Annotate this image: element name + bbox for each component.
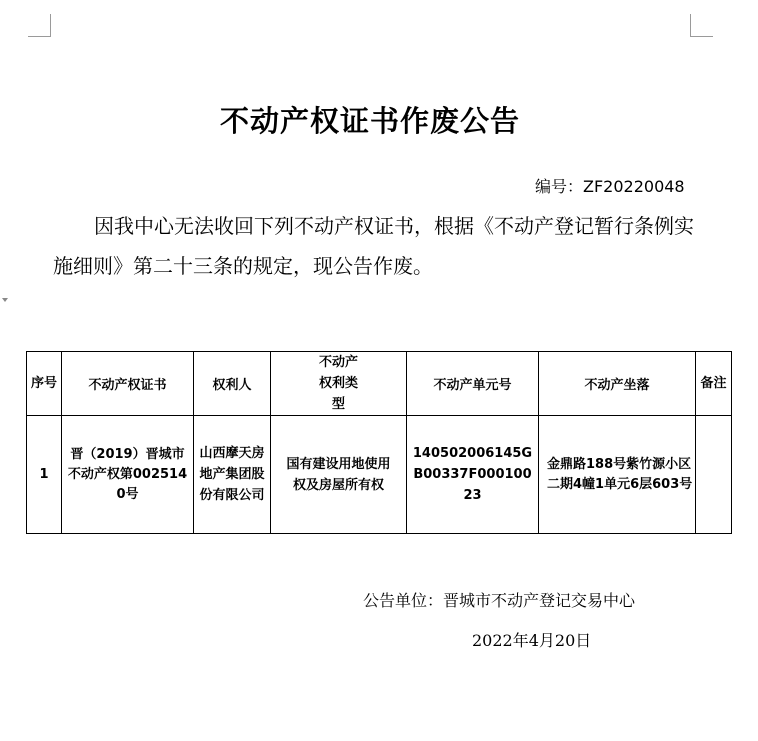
header-note: 备注: [696, 352, 732, 416]
header-right-type: 不动产权利类型: [271, 352, 407, 416]
cell-note: [696, 416, 732, 534]
issue-date: 2022年4月20日: [472, 631, 592, 650]
header-holder: 权利人: [194, 352, 271, 416]
page-corner-mark-top-left: [28, 14, 51, 37]
notice-body: [53, 206, 703, 286]
margin-marker-icon: [2, 298, 8, 302]
cell-holder: 山西摩天房地产集团股份有限公司: [194, 416, 271, 534]
header-seq: 序号: [27, 352, 62, 416]
cell-right-type: 国有建设用地使用权及房屋所有权: [271, 416, 407, 534]
document-number: 编号：ZF20220048: [535, 177, 685, 196]
table-row: [27, 416, 732, 534]
cell-location: 金鼎路188号紫竹源小区二期4幢1单元6层603号: [539, 416, 696, 534]
notice-title: 不动产权证书作废公告: [219, 104, 520, 139]
property-certificate-table: [26, 351, 732, 534]
issuing-unit: 公告单位：晋城市不动产登记交易中心: [363, 591, 636, 610]
cell-certificate: 晋（2019）晋城市不动产权第0025140号: [62, 416, 194, 534]
table-header-row: [27, 352, 732, 416]
cell-seq: 1: [27, 416, 62, 534]
cell-unit-number: 140502006145GB00337F00010023: [407, 416, 539, 534]
header-certificate: 不动产权证书: [62, 352, 194, 416]
page-corner-mark-top-right: [690, 14, 713, 37]
header-location: 不动产坐落: [539, 352, 696, 416]
header-unit-number: 不动产单元号: [407, 352, 539, 416]
notice-body-paragraph: 因我中心无法收回下列不动产权证书，根据《不动产登记暂行条例实施细则》第二十三条的规定，现公告作废。: [53, 214, 694, 278]
